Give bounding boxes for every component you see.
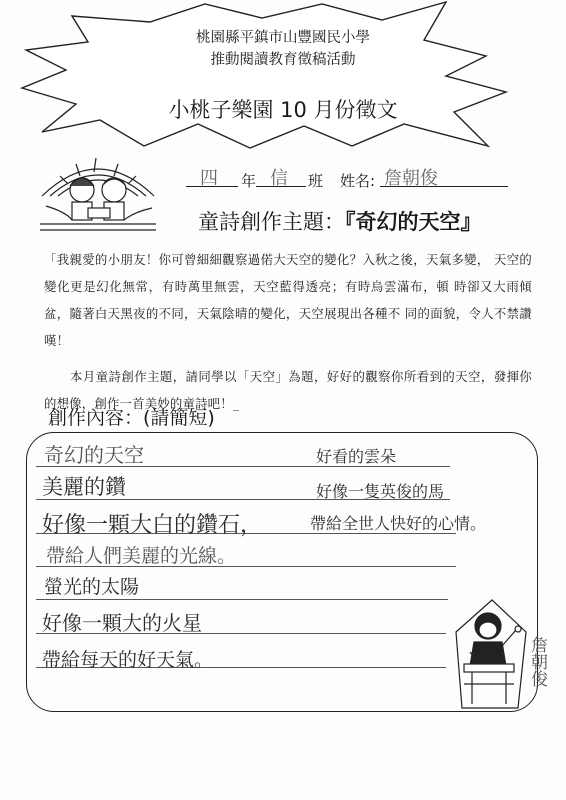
class-underline <box>256 186 306 187</box>
grade-value: 四 <box>200 168 218 189</box>
grade-underline <box>186 186 238 187</box>
school-name: 桃園縣平鎮市山豐國民小學 <box>196 30 370 46</box>
poem-line: 螢光的太陽 <box>44 576 140 598</box>
poem-line: 美麗的鑽 <box>42 475 126 499</box>
column-title: 小桃子樂園 10 月份徵文 <box>168 98 398 122</box>
class-value: 信 <box>270 168 288 189</box>
student-name-value: 詹朝俊 <box>384 168 438 189</box>
starburst-header-frame <box>0 0 566 160</box>
theme-heading <box>198 206 482 236</box>
poem-line: 好看的雲朵 <box>316 447 397 466</box>
poem-line: 帶給全世人快好的心情。 <box>310 514 487 533</box>
poem-line: 好像一顆大白的鑽石， <box>42 513 263 538</box>
intro-paragraph-2: 本月童詩創作主題，請同學以「天空」為題，好好的觀察你所看到的天空，發揮你的想像，創作一首美妙的童詩吧！_ <box>44 369 532 411</box>
poem-line: 帶給人們美麗的光線。 <box>46 545 237 567</box>
class-label: 班 <box>308 172 324 190</box>
intro-paragraph-1: 「我親愛的小朋友！你可曾細細觀察過偌大天空的變化？入秋之後，天氣多變， 天空的變化更是幻化無常，有時萬里無雲，天空藍得透亮；有時烏雲滿布，頓 時卻又大雨傾盆，隨著白天黑夜的不同，天氣陰晴的變化，天空展現出各種不 同的面貌，令人不禁讚嘆！ <box>44 252 532 348</box>
poem-line: 奇幻的天空 <box>44 443 144 467</box>
handwritten-signature: 詹朝俊 <box>527 636 547 687</box>
children-reading-illustration <box>36 150 160 232</box>
poem-line: 好像一隻英俊的馬 <box>316 482 445 501</box>
theme-prefix: 童詩創作主題： <box>198 210 345 234</box>
name-label: 姓名: <box>340 172 376 190</box>
event-name: 推動閱讀教育徵稿活動 <box>210 52 356 68</box>
theme-title: 『奇幻的天空』 <box>345 210 482 234</box>
name-underline <box>380 186 508 187</box>
poem-line: 帶給每天的好天氣。 <box>42 649 214 671</box>
ruled-line <box>36 599 448 600</box>
grade-label: 年 <box>241 172 257 190</box>
poem-line: 好像一顆大的火星 <box>42 611 202 635</box>
intro-text <box>44 246 532 417</box>
content-label: 創作內容：(請簡短) <box>48 407 215 429</box>
